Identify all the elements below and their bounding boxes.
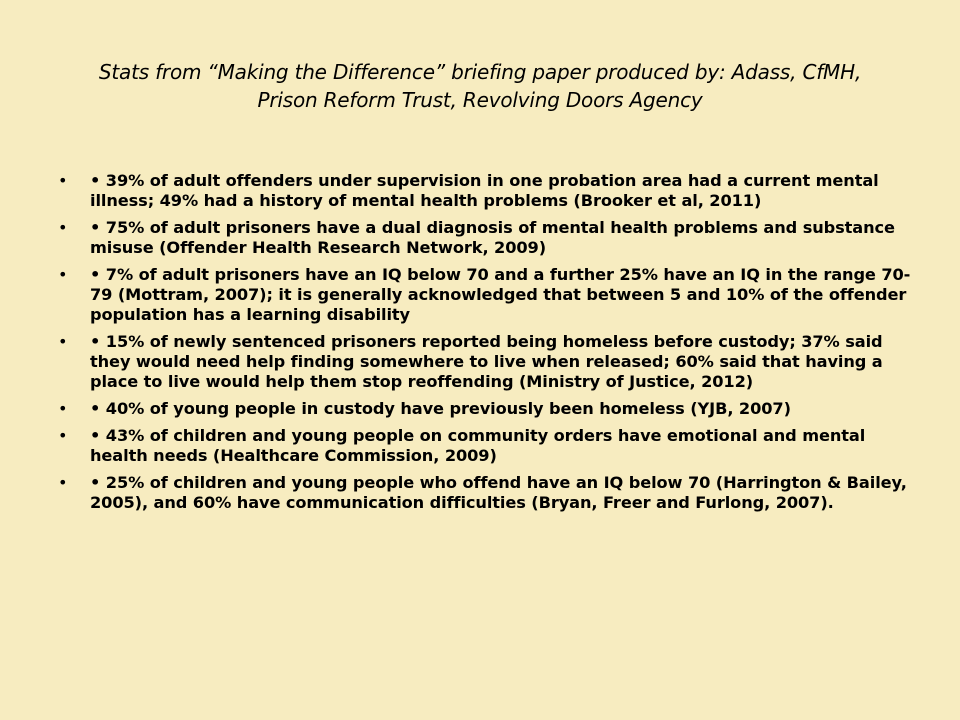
bullet-text: • 75% of adult prisoners have a dual diagnosis of mental health problems and substance misuse (Offender Health Research Network, 2009)	[90, 218, 895, 257]
bullet-item	[58, 399, 918, 419]
bullet-marker: •	[58, 171, 68, 190]
bullet-item	[58, 218, 918, 258]
bullet-list	[58, 171, 918, 520]
bullet-marker: •	[58, 426, 68, 445]
bullet-item	[58, 426, 918, 466]
bullet-marker: •	[58, 218, 68, 237]
bullet-item	[58, 473, 918, 513]
bullet-marker: •	[58, 399, 68, 418]
bullet-text: • 25% of children and young people who offend have an IQ below 70 (Harrington & Bailey, 2005), and 60% have communication difficulties (Bryan, Freer and Furlong, 2007).	[90, 473, 907, 512]
bullet-marker: •	[58, 265, 68, 284]
slide-title-line-2: Prison Reform Trust, Revolving Doors Agency	[257, 88, 703, 112]
bullet-text: • 15% of newly sentenced prisoners reported being homeless before custody; 37% said they would need help finding somewhere to live when released; 60% said that having a place to live would help them stop reoffending (Ministry of Justice, 2012)	[90, 332, 883, 391]
slide-title-line-1: Stats from “Making the Difference” briefing paper produced by: Adass, CfMH,	[98, 60, 862, 84]
bullet-marker: •	[58, 473, 68, 492]
slide-title	[40, 58, 920, 114]
bullet-text: • 39% of adult offenders under supervision in one probation area had a current mental illness; 49% had a history of mental health problems (Brooker et al, 2011)	[90, 171, 879, 210]
bullet-item	[58, 332, 918, 392]
bullet-text: • 7% of adult prisoners have an IQ below 70 and a further 25% have an IQ in the range 70-79 (Mottram, 2007); it is generally acknowledged that between 5 and 10% of the offender population has a learning disability	[90, 265, 911, 324]
bullet-item	[58, 171, 918, 211]
bullet-item	[58, 265, 918, 325]
bullet-text: • 43% of children and young people on community orders have emotional and mental health needs (Healthcare Commission, 2009)	[90, 426, 866, 465]
bullet-marker: •	[58, 332, 68, 351]
bullet-text: • 40% of young people in custody have previously been homeless (YJB, 2007)	[90, 399, 791, 418]
